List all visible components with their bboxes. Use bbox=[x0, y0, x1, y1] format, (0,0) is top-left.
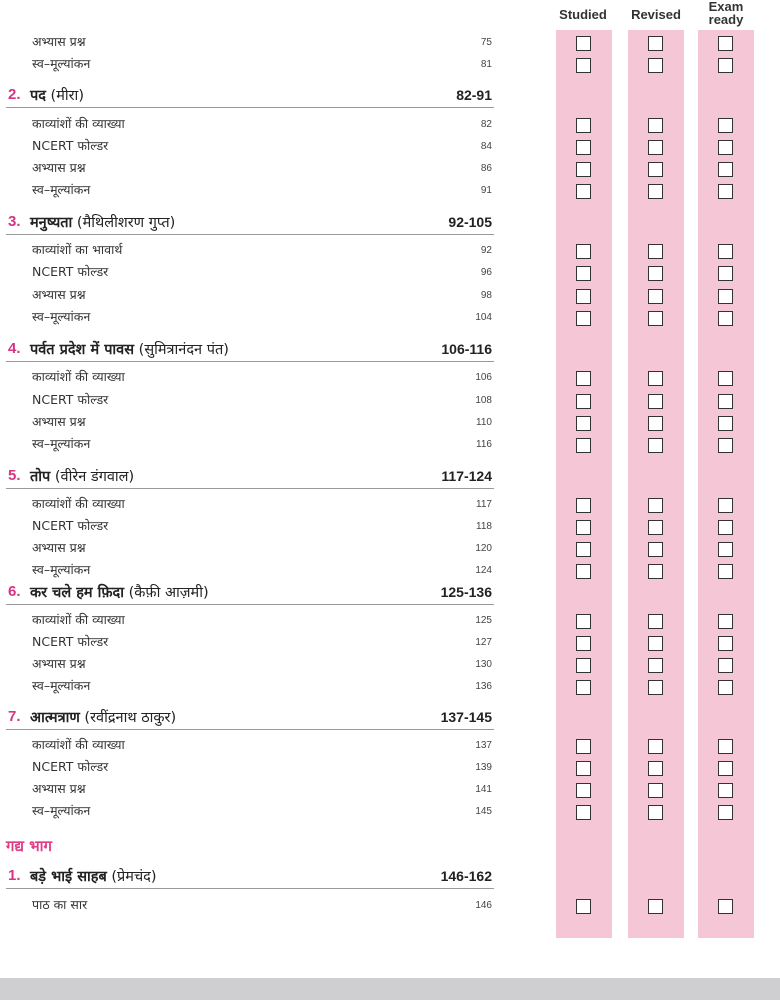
subitem-label: अभ्यास प्रश्न bbox=[32, 34, 86, 49]
chapter-title bbox=[30, 866, 157, 886]
toc-subitem bbox=[6, 158, 494, 180]
studied-checkbox[interactable] bbox=[576, 394, 591, 409]
studied-checkbox[interactable] bbox=[576, 564, 591, 579]
toc-subitem bbox=[6, 895, 494, 917]
chapter-page-range: 92-105 bbox=[448, 214, 492, 230]
revised-checkbox[interactable] bbox=[648, 761, 663, 776]
chapter-author: (प्रेमचंद) bbox=[111, 869, 157, 885]
subitem-page-number: 81 bbox=[480, 59, 492, 70]
chapter-title bbox=[30, 582, 209, 602]
subitem-page-number: 82 bbox=[480, 119, 492, 130]
toc-subitem bbox=[6, 801, 494, 823]
exam-ready-checkbox[interactable] bbox=[718, 36, 733, 51]
toc-subitem bbox=[6, 136, 494, 158]
subitem-page-number: 141 bbox=[475, 784, 492, 795]
exam-ready-checkbox[interactable] bbox=[718, 438, 733, 453]
chapter-page-range: 106-116 bbox=[441, 341, 492, 357]
chapter-heading-row bbox=[6, 707, 494, 730]
studied-checkbox[interactable] bbox=[576, 416, 591, 431]
subitem-page-number: 96 bbox=[480, 267, 492, 278]
chapter-heading-row bbox=[6, 339, 494, 362]
chapter-title-text: आत्मत्राण bbox=[30, 710, 80, 726]
revised-checkbox[interactable] bbox=[648, 680, 663, 695]
studied-checkbox[interactable] bbox=[576, 140, 591, 155]
studied-checkbox[interactable] bbox=[576, 680, 591, 695]
toc-subitem bbox=[6, 516, 494, 538]
revised-checkbox[interactable] bbox=[648, 783, 663, 798]
chapter-number: 5. bbox=[8, 467, 21, 484]
studied-checkbox[interactable] bbox=[576, 244, 591, 259]
studied-checkbox[interactable] bbox=[576, 289, 591, 304]
subitem-label: काव्यांशों की व्याख्या bbox=[32, 612, 125, 627]
subitem-label: स्व–मूल्यांकन bbox=[32, 678, 91, 693]
revised-checkbox[interactable] bbox=[648, 899, 663, 914]
chapter-heading-row bbox=[6, 466, 494, 489]
chapter-number: 7. bbox=[8, 708, 21, 725]
subitem-label: NCERT फोल्डर bbox=[32, 634, 109, 649]
subitem-page-number: 108 bbox=[475, 395, 492, 406]
exam-ready-checkbox[interactable] bbox=[718, 614, 733, 629]
chapter-title-text: बड़े भाई साहब bbox=[30, 869, 107, 885]
revised-checkbox[interactable] bbox=[648, 636, 663, 651]
subitem-label: NCERT फोल्डर bbox=[32, 518, 109, 533]
toc-subitem bbox=[6, 676, 494, 698]
subitem-page-number: 116 bbox=[476, 439, 492, 450]
revised-checkbox[interactable] bbox=[648, 564, 663, 579]
subitem-label: NCERT फोल्डर bbox=[32, 264, 109, 279]
exam-ready-checkbox[interactable] bbox=[718, 140, 733, 155]
subitem-page-number: 124 bbox=[475, 565, 492, 576]
chapter-page-range: 125-136 bbox=[440, 584, 492, 600]
column-header-exam-ready: Exam ready bbox=[708, 0, 744, 27]
chapter-number: 1. bbox=[8, 867, 21, 884]
chapter-author: (कैफ़ी आज़मी) bbox=[128, 585, 209, 601]
revised-checkbox[interactable] bbox=[648, 438, 663, 453]
subitem-label: काव्यांशों की व्याख्या bbox=[32, 116, 125, 131]
toc-subitem bbox=[6, 285, 494, 307]
subitem-label: अभ्यास प्रश्न bbox=[32, 540, 86, 555]
exam-ready-checkbox[interactable] bbox=[718, 266, 733, 281]
studied-checkbox[interactable] bbox=[576, 498, 591, 513]
exam-ready-checkbox[interactable] bbox=[718, 416, 733, 431]
chapter-author: (सुमित्रानंदन पंत) bbox=[138, 342, 229, 358]
chapter-title-text: कर चले हम फ़िदा bbox=[30, 585, 125, 601]
studied-checkbox[interactable] bbox=[576, 739, 591, 754]
studied-checkbox[interactable] bbox=[576, 614, 591, 629]
studied-checkbox[interactable] bbox=[576, 542, 591, 557]
subitem-page-number: 118 bbox=[476, 521, 492, 532]
subitem-label: स्व–मूल्यांकन bbox=[32, 562, 91, 577]
exam-ready-checkbox[interactable] bbox=[718, 394, 733, 409]
toc-subitem bbox=[6, 412, 494, 434]
subitem-page-number: 91 bbox=[480, 185, 492, 196]
revised-checkbox[interactable] bbox=[648, 162, 663, 177]
studied-checkbox[interactable] bbox=[576, 184, 591, 199]
revised-checkbox[interactable] bbox=[648, 805, 663, 820]
chapter-title-text: तोप bbox=[30, 469, 51, 485]
subitem-label: स्व–मूल्यांकन bbox=[32, 56, 91, 71]
subitem-label: काव्यांशों का भावार्थ bbox=[32, 242, 123, 257]
toc-subitem bbox=[6, 114, 494, 136]
subitem-page-number: 137 bbox=[475, 740, 492, 751]
revised-checkbox[interactable] bbox=[648, 658, 663, 673]
revised-checkbox[interactable] bbox=[648, 36, 663, 51]
subitem-page-number: 117 bbox=[476, 499, 492, 510]
chapter-title bbox=[30, 85, 84, 105]
subitem-label: काव्यांशों की व्याख्या bbox=[32, 496, 125, 511]
subitem-page-number: 120 bbox=[475, 543, 492, 554]
chapter-title bbox=[30, 212, 175, 232]
toc-subitem bbox=[6, 262, 494, 284]
subitem-label: स्व–मूल्यांकन bbox=[32, 182, 91, 197]
exam-ready-checkbox[interactable] bbox=[718, 244, 733, 259]
chapter-title bbox=[30, 466, 134, 486]
subitem-label: NCERT फोल्डर bbox=[32, 392, 109, 407]
toc-subitem bbox=[6, 632, 494, 654]
exam-ready-checkbox[interactable] bbox=[718, 520, 733, 535]
subitem-label: काव्यांशों की व्याख्या bbox=[32, 737, 125, 752]
subitem-page-number: 75 bbox=[480, 37, 492, 48]
exam-ready-checkbox[interactable] bbox=[718, 371, 733, 386]
toc-subitem bbox=[6, 240, 494, 262]
studied-checkbox[interactable] bbox=[576, 266, 591, 281]
toc-subitem bbox=[6, 654, 494, 676]
studied-checkbox[interactable] bbox=[576, 658, 591, 673]
exam-ready-checkbox[interactable] bbox=[718, 289, 733, 304]
studied-checkbox[interactable] bbox=[576, 36, 591, 51]
exam-ready-checkbox[interactable] bbox=[718, 783, 733, 798]
revised-checkbox[interactable] bbox=[648, 739, 663, 754]
chapter-page-range: 117-124 bbox=[441, 468, 492, 484]
subitem-page-number: 86 bbox=[480, 163, 492, 174]
toc-subitem bbox=[6, 32, 494, 54]
chapter-title bbox=[30, 339, 229, 359]
chapter-author: (मैथिलीशरण गुप्त) bbox=[76, 215, 176, 231]
subitem-label: अभ्यास प्रश्न bbox=[32, 160, 86, 175]
subitem-label: स्व–मूल्यांकन bbox=[32, 803, 91, 818]
exam-ready-checkbox[interactable] bbox=[718, 739, 733, 754]
subitem-page-number: 125 bbox=[475, 615, 492, 626]
subitem-label: स्व–मूल्यांकन bbox=[32, 309, 91, 324]
chapter-title-text: पर्वत प्रदेश में पावस bbox=[30, 342, 135, 358]
subitem-page-number: 104 bbox=[475, 312, 492, 323]
revised-checkbox[interactable] bbox=[648, 244, 663, 259]
exam-ready-checkbox[interactable] bbox=[718, 184, 733, 199]
toc-subitem bbox=[6, 735, 494, 757]
subitem-label: अभ्यास प्रश्न bbox=[32, 287, 86, 302]
toc-subitem bbox=[6, 538, 494, 560]
studied-checkbox[interactable] bbox=[576, 761, 591, 776]
chapter-title-text: मनुष्यता bbox=[30, 215, 73, 231]
revised-checkbox[interactable] bbox=[648, 311, 663, 326]
exam-ready-checkbox[interactable] bbox=[718, 564, 733, 579]
studied-checkbox[interactable] bbox=[576, 162, 591, 177]
revised-checkbox[interactable] bbox=[648, 266, 663, 281]
chapter-title bbox=[30, 707, 176, 727]
studied-checkbox[interactable] bbox=[576, 805, 591, 820]
subitem-page-number: 84 bbox=[480, 141, 492, 152]
revised-checkbox[interactable] bbox=[648, 371, 663, 386]
subitem-label: अभ्यास प्रश्न bbox=[32, 656, 86, 671]
subitem-page-number: 145 bbox=[475, 806, 492, 817]
exam-ready-checkbox[interactable] bbox=[718, 658, 733, 673]
chapter-author: (वीरेन डंगवाल) bbox=[54, 469, 135, 485]
exam-ready-checkbox[interactable] bbox=[718, 680, 733, 695]
subitem-page-number: 92 bbox=[480, 245, 492, 256]
toc-subitem bbox=[6, 779, 494, 801]
toc-subitem bbox=[6, 434, 494, 456]
chapter-heading-row bbox=[6, 582, 494, 605]
exam-ready-checkbox[interactable] bbox=[718, 636, 733, 651]
studied-checkbox[interactable] bbox=[576, 438, 591, 453]
chapter-number: 2. bbox=[8, 86, 21, 103]
subitem-label: NCERT फोल्डर bbox=[32, 759, 109, 774]
subitem-label: NCERT फोल्डर bbox=[32, 138, 109, 153]
exam-ready-checkbox[interactable] bbox=[718, 899, 733, 914]
subitem-label: काव्यांशों की व्याख्या bbox=[32, 369, 125, 384]
chapter-title-text: पद bbox=[30, 88, 46, 104]
subitem-page-number: 136 bbox=[475, 681, 492, 692]
exam-ready-checkbox[interactable] bbox=[718, 58, 733, 73]
toc-subitem bbox=[6, 390, 494, 412]
chapter-number: 4. bbox=[8, 340, 21, 357]
revised-checkbox[interactable] bbox=[648, 394, 663, 409]
chapter-page-range: 146-162 bbox=[440, 868, 492, 884]
section-heading-gadya-bhag: गद्य भाग bbox=[6, 837, 52, 855]
toc-subitem bbox=[6, 494, 494, 516]
column-header-revised: Revised bbox=[631, 7, 681, 22]
toc-subitem bbox=[6, 560, 494, 582]
chapter-number: 3. bbox=[8, 213, 21, 230]
chapter-heading-row bbox=[6, 212, 494, 235]
studied-checkbox[interactable] bbox=[576, 58, 591, 73]
exam-ready-checkbox[interactable] bbox=[718, 311, 733, 326]
subitem-label: अभ्यास प्रश्न bbox=[32, 414, 86, 429]
studied-checkbox[interactable] bbox=[576, 899, 591, 914]
revised-checkbox[interactable] bbox=[648, 140, 663, 155]
revised-checkbox[interactable] bbox=[648, 289, 663, 304]
subitem-page-number: 110 bbox=[476, 417, 492, 428]
revised-checkbox[interactable] bbox=[648, 118, 663, 133]
chapter-number: 6. bbox=[8, 583, 21, 600]
subitem-label: अभ्यास प्रश्न bbox=[32, 781, 86, 796]
exam-ready-checkbox[interactable] bbox=[718, 498, 733, 513]
chapter-author: (मीरा) bbox=[50, 88, 84, 104]
subitem-label: स्व–मूल्यांकन bbox=[32, 436, 91, 451]
revised-checkbox[interactable] bbox=[648, 58, 663, 73]
subitem-page-number: 139 bbox=[475, 762, 492, 773]
exam-ready-checkbox[interactable] bbox=[718, 805, 733, 820]
studied-checkbox[interactable] bbox=[576, 118, 591, 133]
chapter-heading-row bbox=[6, 866, 494, 889]
revised-checkbox[interactable] bbox=[648, 498, 663, 513]
exam-ready-checkbox[interactable] bbox=[718, 761, 733, 776]
chapter-page-range: 82-91 bbox=[456, 87, 492, 103]
revised-checkbox[interactable] bbox=[648, 614, 663, 629]
exam-ready-checkbox[interactable] bbox=[718, 118, 733, 133]
exam-ready-checkbox[interactable] bbox=[718, 162, 733, 177]
subitem-page-number: 127 bbox=[475, 637, 492, 648]
studied-checkbox[interactable] bbox=[576, 371, 591, 386]
toc-subitem bbox=[6, 54, 494, 76]
subitem-page-number: 130 bbox=[475, 659, 492, 670]
toc-subitem bbox=[6, 757, 494, 779]
toc-subitem bbox=[6, 367, 494, 389]
page-footer-bar bbox=[0, 978, 780, 1000]
studied-checkbox[interactable] bbox=[576, 636, 591, 651]
revised-checkbox[interactable] bbox=[648, 542, 663, 557]
toc-subitem bbox=[6, 180, 494, 202]
studied-checkbox[interactable] bbox=[576, 311, 591, 326]
revised-checkbox[interactable] bbox=[648, 520, 663, 535]
toc-subitem bbox=[6, 610, 494, 632]
studied-checkbox[interactable] bbox=[576, 783, 591, 798]
subitem-page-number: 98 bbox=[480, 290, 492, 301]
revised-checkbox[interactable] bbox=[648, 416, 663, 431]
exam-ready-checkbox[interactable] bbox=[718, 542, 733, 557]
subitem-page-number: 146 bbox=[475, 900, 492, 911]
chapter-author: (रवींद्रनाथ ठाकुर) bbox=[84, 710, 177, 726]
revised-checkbox[interactable] bbox=[648, 184, 663, 199]
chapter-page-range: 137-145 bbox=[440, 709, 492, 725]
subitem-page-number: 106 bbox=[475, 372, 492, 383]
column-header-studied: Studied bbox=[559, 7, 607, 22]
toc-subitem bbox=[6, 307, 494, 329]
studied-checkbox[interactable] bbox=[576, 520, 591, 535]
subitem-label: पाठ का सार bbox=[32, 897, 88, 912]
chapter-heading-row bbox=[6, 85, 494, 108]
